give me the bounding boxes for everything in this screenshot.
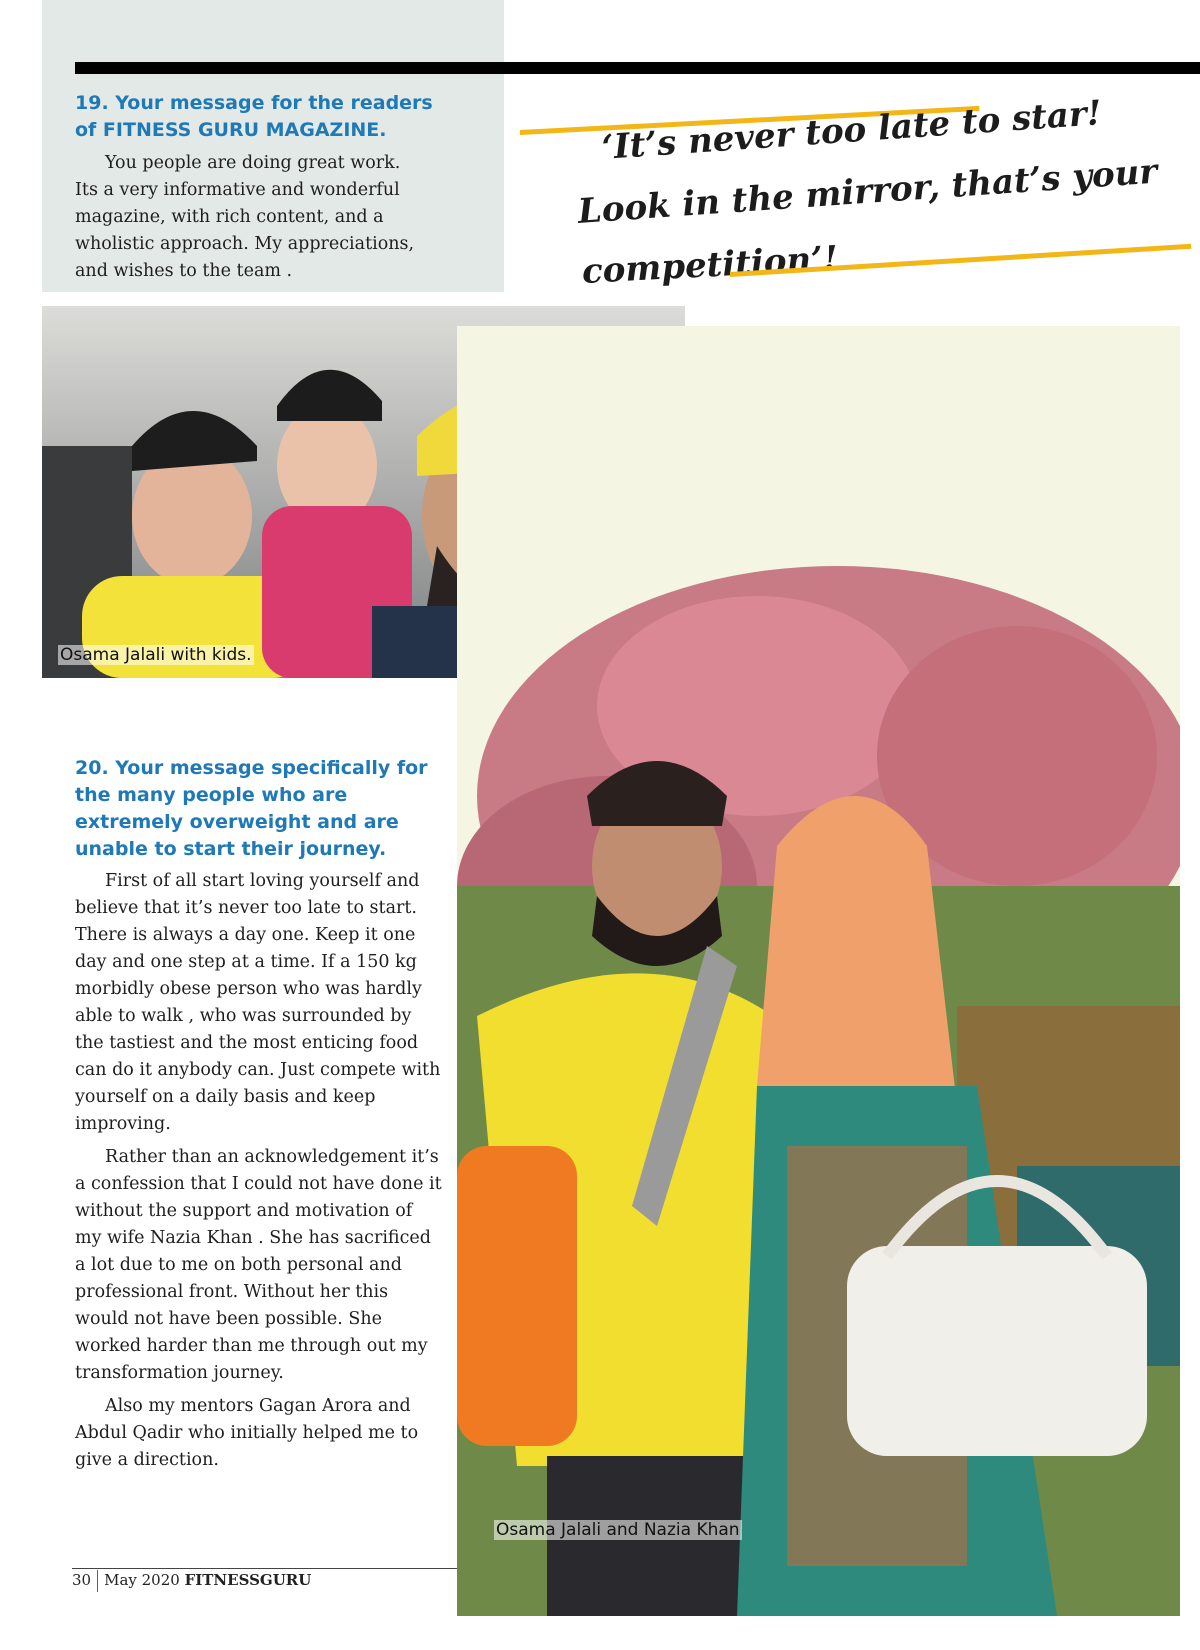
- pull-quote: [570, 93, 1200, 292]
- footer-issue: May 2020: [104, 1571, 180, 1589]
- quote-line-3: competition’!: [580, 238, 839, 292]
- photo1-caption: Osama Jalali with kids.: [60, 645, 252, 665]
- footer-magazine: FITNESSGURU: [184, 1571, 312, 1589]
- quote-line-1: ‘It’s never too late to star!: [600, 93, 1103, 168]
- footer-rule: [72, 1568, 457, 1569]
- photo-couple: [457, 326, 1180, 1616]
- q20-paragraph-2: Rather than an acknowledgement it’s a confession that I could not have done it without the support and motivation of my wife Nazia Khan . She has sacrificed a lot due to me on both personal and professional front. Without her this would not have been possible. She worked harder than me through out my transformation journey.: [75, 1147, 442, 1383]
- quote-line-2: Look in the mirror, that’s your: [576, 151, 1159, 232]
- q19-heading: 19. Your message for the readers of FITNESS GURU MAGAZINE.: [75, 92, 433, 141]
- photo2-caption: Osama Jalali and Nazia Khan: [496, 1520, 740, 1540]
- top-rule: [75, 62, 1200, 74]
- q20-body: [75, 868, 443, 1474]
- page-number: 30: [72, 1571, 92, 1589]
- page-footer: [72, 1570, 311, 1592]
- footer-separator: [97, 1570, 98, 1592]
- photo-couple-image: [457, 326, 1180, 1616]
- q20-heading: 20. Your message specifically for the many people who are extremely overweight and are unable to start their journey.: [75, 757, 428, 860]
- q19-answer: You people are doing great work. Its a very informative and wonderful magazine, with rich content, and a wholistic approach. My appreciations, and wishes to the team .: [75, 153, 415, 281]
- q20-paragraph-3: Also my mentors Gagan Arora and Abdul Qadir who initially helped me to give a direction.: [75, 1396, 419, 1470]
- q19-body: [75, 150, 425, 285]
- q20-paragraph-1: First of all start loving yourself and believe that it’s never too late to start. There is always a day one. Keep it one day and one step at a time. If a 150 kg morbidly obese person who was hardly able to walk , who was surrounded by the tastiest and the most enticing food can do it anybody can. Just compete with yourself on a daily basis and keep improving.: [75, 871, 441, 1134]
